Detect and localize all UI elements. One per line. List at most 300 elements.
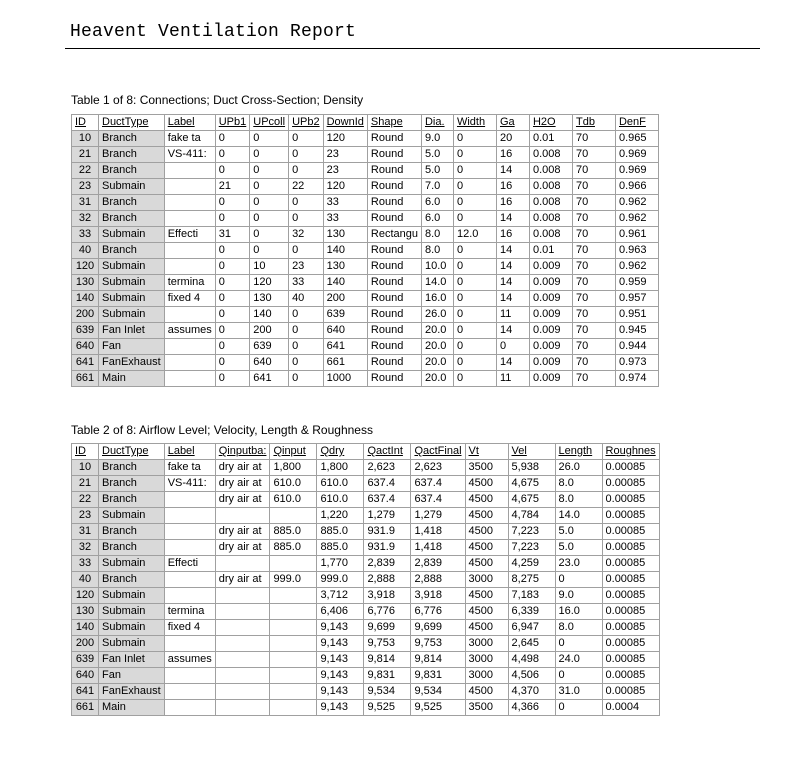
table-cell: 0 [250,163,289,179]
table-row [72,620,660,636]
table-cell: 0.00085 [602,524,659,540]
table-cell: assumes [164,323,215,339]
table-cell: 641 [72,355,99,371]
table-cell [215,508,270,524]
table-cell: 0.008 [529,227,572,243]
table-cell: 11 [496,307,529,323]
table-row [72,508,660,524]
table-row [72,179,659,195]
table-cell: 0 [289,195,324,211]
table-cell: 70 [572,131,615,147]
table-cell: 21 [215,179,250,195]
table-cell: 885.0 [270,540,317,556]
table-cell: 4500 [465,524,508,540]
column-header[interactable]: DenF [615,115,658,131]
table-cell: 640 [323,323,367,339]
table-cell: 0.00085 [602,588,659,604]
column-header[interactable]: QactFinal [411,444,465,460]
table-cell: 4,506 [508,668,555,684]
table-cell: 33 [323,211,367,227]
table-cell [164,371,215,387]
column-header[interactable]: QactInt [364,444,411,460]
table-cell: 1,800 [317,460,364,476]
column-header[interactable]: DuctType [99,444,165,460]
column-header[interactable]: Roughnes [602,444,659,460]
table-cell: 661 [72,700,99,716]
table-cell: 9,143 [317,620,364,636]
table-cell: 9,831 [364,668,411,684]
table-cell: 14.0 [421,275,453,291]
table-cell: 0.962 [615,195,658,211]
table-cell [164,524,215,540]
table-cell: 23 [323,163,367,179]
table-row [72,307,659,323]
table2-header-row [72,444,660,460]
table-cell: 6,776 [364,604,411,620]
table-cell: 639 [250,339,289,355]
table-cell: 70 [572,371,615,387]
table-cell: 9,143 [317,652,364,668]
table-cell: Submain [99,259,165,275]
table-row [72,460,660,476]
table-cell: 0.009 [529,307,572,323]
table-cell: 9,753 [411,636,465,652]
table-cell: Branch [99,131,165,147]
table-cell: 40 [72,243,99,259]
table-cell: 610.0 [270,476,317,492]
table-cell: 22 [72,163,99,179]
table-cell: 0 [555,572,602,588]
table-cell: 70 [572,259,615,275]
table-cell: 661 [323,355,367,371]
table-cell: 14 [496,259,529,275]
table-cell: Fan Inlet [99,652,165,668]
table-cell: 0 [453,195,496,211]
table-cell: 0 [555,668,602,684]
table-row [72,588,660,604]
table-cell: 0.008 [529,179,572,195]
table-cell: 637.4 [411,492,465,508]
table-cell: 661 [72,371,99,387]
table-cell: Submain [99,636,165,652]
table-cell: termina [164,604,215,620]
table-cell: Submain [99,307,165,323]
table-cell [164,163,215,179]
table-cell: 0.009 [529,291,572,307]
table-cell: 0.00085 [602,508,659,524]
table-cell: 0.00085 [602,636,659,652]
table-cell: 0.00085 [602,492,659,508]
table-cell: 0.965 [615,131,658,147]
table-cell: 10 [72,131,99,147]
table-cell [215,668,270,684]
table-cell: 0.00085 [602,460,659,476]
table-cell: dry air at [215,572,270,588]
table-cell: 0.973 [615,355,658,371]
table-cell: Branch [99,540,165,556]
table-cell: 140 [250,307,289,323]
table-cell: 9,753 [364,636,411,652]
table-cell: 8.0 [421,243,453,259]
table-cell: 0.009 [529,275,572,291]
table-cell: 8.0 [555,620,602,636]
table-cell: 10 [250,259,289,275]
table-row [72,476,660,492]
table-row [72,371,659,387]
table-cell: 0.009 [529,339,572,355]
table-cell: VS-411: [164,147,215,163]
table-cell: 0 [215,307,250,323]
table-row [72,227,659,243]
table-cell: Submain [99,588,165,604]
table-cell [164,179,215,195]
table-row [72,243,659,259]
table-cell: Round [367,291,421,307]
table-cell [164,355,215,371]
table-cell: 23 [289,259,324,275]
column-header[interactable]: Qinput [270,444,317,460]
table-cell: 14 [496,211,529,227]
table-cell: 0.008 [529,195,572,211]
table-cell: 640 [72,668,99,684]
table-cell: Round [367,323,421,339]
table-cell: 641 [323,339,367,355]
table-cell [215,620,270,636]
table-cell: 9,534 [411,684,465,700]
table-cell: 640 [72,339,99,355]
table-row [72,652,660,668]
table-cell: 0 [250,147,289,163]
table-cell: 0 [250,227,289,243]
table-cell: 32 [289,227,324,243]
table-cell [215,684,270,700]
table-cell: 8.0 [555,492,602,508]
column-header[interactable]: DownId [323,115,367,131]
table-cell: 3000 [465,652,508,668]
table-cell: 931.9 [364,540,411,556]
column-header[interactable]: Tdb [572,115,615,131]
table-cell: 0 [453,275,496,291]
table-cell: 11 [496,371,529,387]
table-cell: 0 [289,163,324,179]
table-cell: 639 [323,307,367,323]
table-cell [270,604,317,620]
table-cell: 14.0 [555,508,602,524]
table-cell: Main [99,371,165,387]
table-cell: Fan Inlet [99,323,165,339]
table-cell: 0 [453,131,496,147]
table-cell: 0.969 [615,163,658,179]
table-cell: 140 [323,275,367,291]
table-cell: 0.009 [529,355,572,371]
table-cell: 7.0 [421,179,453,195]
column-header[interactable]: Label [164,115,215,131]
table-cell: 0 [453,259,496,275]
table-cell: 20.0 [421,339,453,355]
table-cell: 1,279 [411,508,465,524]
table-cell: 0 [453,243,496,259]
table-cell [215,588,270,604]
table-cell: 70 [572,355,615,371]
table-cell: 4500 [465,476,508,492]
column-header[interactable]: DuctType [99,115,165,131]
table-cell: 4500 [465,604,508,620]
table-cell [270,556,317,572]
table-cell [270,620,317,636]
table-cell: dry air at [215,476,270,492]
table-cell: 6.0 [421,195,453,211]
table-cell: 0.008 [529,147,572,163]
column-header[interactable]: Length [555,444,602,460]
table-cell: 0.00085 [602,668,659,684]
table-cell: 140 [72,620,99,636]
table-cell: 4500 [465,556,508,572]
table-cell: 6,406 [317,604,364,620]
column-header[interactable]: Vt [465,444,508,460]
table-cell: 5.0 [421,163,453,179]
table-cell: 33 [289,275,324,291]
column-header[interactable]: UPcoll [250,115,289,131]
table-cell: 31 [72,524,99,540]
table-cell: 26.0 [555,460,602,476]
table-cell: 0.01 [529,243,572,259]
table-cell: 0 [250,195,289,211]
table-cell: FanExhaust [99,355,165,371]
table-cell: fixed 4 [164,291,215,307]
table-cell: 7,223 [508,540,555,556]
table-cell: 4,675 [508,476,555,492]
table-cell [164,259,215,275]
table-cell: 0 [215,371,250,387]
table-cell: 40 [72,572,99,588]
table-cell: 0.959 [615,275,658,291]
table-cell: 0.944 [615,339,658,355]
column-header[interactable]: Vel [508,444,555,460]
table-row [72,339,659,355]
table-cell: 0.962 [615,211,658,227]
table-cell: Submain [99,620,165,636]
table-cell: 0.0004 [602,700,659,716]
table-cell: 2,839 [411,556,465,572]
table-cell: 0 [250,131,289,147]
table-cell: Fan [99,339,165,355]
table-cell: 24.0 [555,652,602,668]
table-cell: VS-411: [164,476,215,492]
table-cell: 0 [289,371,324,387]
table-cell: 4500 [465,492,508,508]
table-cell: 4500 [465,588,508,604]
table-cell: 2,623 [411,460,465,476]
column-header[interactable]: UPb1 [215,115,250,131]
table-cell: Branch [99,476,165,492]
table-cell [270,684,317,700]
column-header[interactable]: ID [72,444,99,460]
column-header[interactable]: Width [453,115,496,131]
table-cell: 20.0 [421,323,453,339]
table-cell [270,588,317,604]
table-cell: Round [367,275,421,291]
table-cell: 8.0 [555,476,602,492]
column-header[interactable]: UPb2 [289,115,324,131]
table-cell: 0.008 [529,211,572,227]
table-cell: 130 [250,291,289,307]
table-cell: 2,888 [411,572,465,588]
table-cell: 70 [572,195,615,211]
table-cell: FanExhaust [99,684,165,700]
table-cell [164,588,215,604]
table-row [72,211,659,227]
table-cell: 0 [215,147,250,163]
table-cell [164,492,215,508]
table-cell: 3,712 [317,588,364,604]
table-cell: 23 [323,147,367,163]
table-cell: 130 [72,604,99,620]
table-cell: 0.009 [529,371,572,387]
column-header[interactable]: Dia. [421,115,453,131]
title-divider [65,48,760,49]
table-cell: 0 [215,163,250,179]
table-cell: 0 [289,323,324,339]
table-cell: 32 [72,540,99,556]
table-cell: 999.0 [317,572,364,588]
table-cell: 5.0 [421,147,453,163]
table-row [72,492,660,508]
table-cell: 70 [572,227,615,243]
table-cell: 610.0 [317,476,364,492]
table-row [72,700,660,716]
table-cell: 10.0 [421,259,453,275]
column-header[interactable]: Shape [367,115,421,131]
table-cell: 5,938 [508,460,555,476]
table-cell: 0 [215,259,250,275]
table-row [72,323,659,339]
table-cell: Round [367,163,421,179]
table-cell: assumes [164,652,215,668]
table-cell: 9.0 [555,588,602,604]
column-header[interactable]: Ga [496,115,529,131]
table-cell: 0 [289,131,324,147]
table-row [72,195,659,211]
table-cell: 637.4 [364,492,411,508]
table-cell: 0 [289,339,324,355]
table-cell: dry air at [215,524,270,540]
column-header[interactable]: Qinputba: [215,444,270,460]
table-cell: 0.00085 [602,540,659,556]
table-cell: 9,699 [411,620,465,636]
table-row [72,668,660,684]
table-cell: 31 [215,227,250,243]
table-cell: fake ta [164,460,215,476]
column-header[interactable]: H2O [529,115,572,131]
table-cell [215,556,270,572]
table-row [72,163,659,179]
table-cell: 21 [72,476,99,492]
table-cell: 4,259 [508,556,555,572]
table-cell: 9,143 [317,636,364,652]
table-cell: Effecti [164,227,215,243]
table-cell: 14 [496,323,529,339]
table-cell: 0.969 [615,147,658,163]
column-header[interactable]: Label [164,444,215,460]
table-cell: Round [367,243,421,259]
table-cell: 0 [453,355,496,371]
table-cell: 200 [323,291,367,307]
table-cell: 12.0 [453,227,496,243]
table-cell: 130 [323,259,367,275]
table-cell: 2,623 [364,460,411,476]
table-cell: 610.0 [270,492,317,508]
table-cell: 637.4 [364,476,411,492]
table-cell: 140 [323,243,367,259]
table-cell: 20.0 [421,355,453,371]
table-cell: 0 [250,211,289,227]
table-cell: 31.0 [555,684,602,700]
table-cell: Round [367,371,421,387]
table-cell: 23 [72,179,99,195]
table-cell: Submain [99,508,165,524]
table-cell: 885.0 [317,524,364,540]
table-cell: 0.009 [529,259,572,275]
table-cell: 0 [289,243,324,259]
table-cell: 70 [572,339,615,355]
table-cell: 641 [250,371,289,387]
table-cell: 4500 [465,684,508,700]
table-cell: 0 [453,307,496,323]
table-cell: 0 [453,371,496,387]
table-cell: 640 [250,355,289,371]
table-cell: dry air at [215,492,270,508]
table-cell: 0 [215,275,250,291]
table-cell: 0 [215,131,250,147]
table2-airflow [71,443,660,716]
table-cell: 9,831 [411,668,465,684]
table-cell: Branch [99,147,165,163]
table-cell: 0.00085 [602,684,659,700]
table-cell: termina [164,275,215,291]
table-cell: 8,275 [508,572,555,588]
table-cell: 130 [72,275,99,291]
table-cell: 6,776 [411,604,465,620]
table-cell: 0.945 [615,323,658,339]
column-header[interactable]: Qdry [317,444,364,460]
table-row [72,636,660,652]
table-cell: 70 [572,211,615,227]
table2-caption: Table 2 of 8: Airflow Level; Velocity, Length & Roughness [71,423,373,437]
table-cell: 0 [215,291,250,307]
table-cell: Round [367,211,421,227]
table-cell [164,307,215,323]
table-cell [270,668,317,684]
table-cell: fixed 4 [164,620,215,636]
table-cell: 9,525 [364,700,411,716]
table-cell: Branch [99,163,165,179]
table-row [72,572,660,588]
table-cell [164,508,215,524]
table-cell: 70 [572,243,615,259]
table-cell: 200 [250,323,289,339]
table-cell: 0 [215,243,250,259]
table-cell: 0 [453,291,496,307]
table-cell: 3,918 [364,588,411,604]
table-cell: 32 [72,211,99,227]
table-cell: 4,675 [508,492,555,508]
table-cell: 0.951 [615,307,658,323]
table-cell: 9,525 [411,700,465,716]
column-header[interactable]: ID [72,115,99,131]
table-cell: 3500 [465,700,508,716]
table-cell: Main [99,700,165,716]
table-cell [164,540,215,556]
